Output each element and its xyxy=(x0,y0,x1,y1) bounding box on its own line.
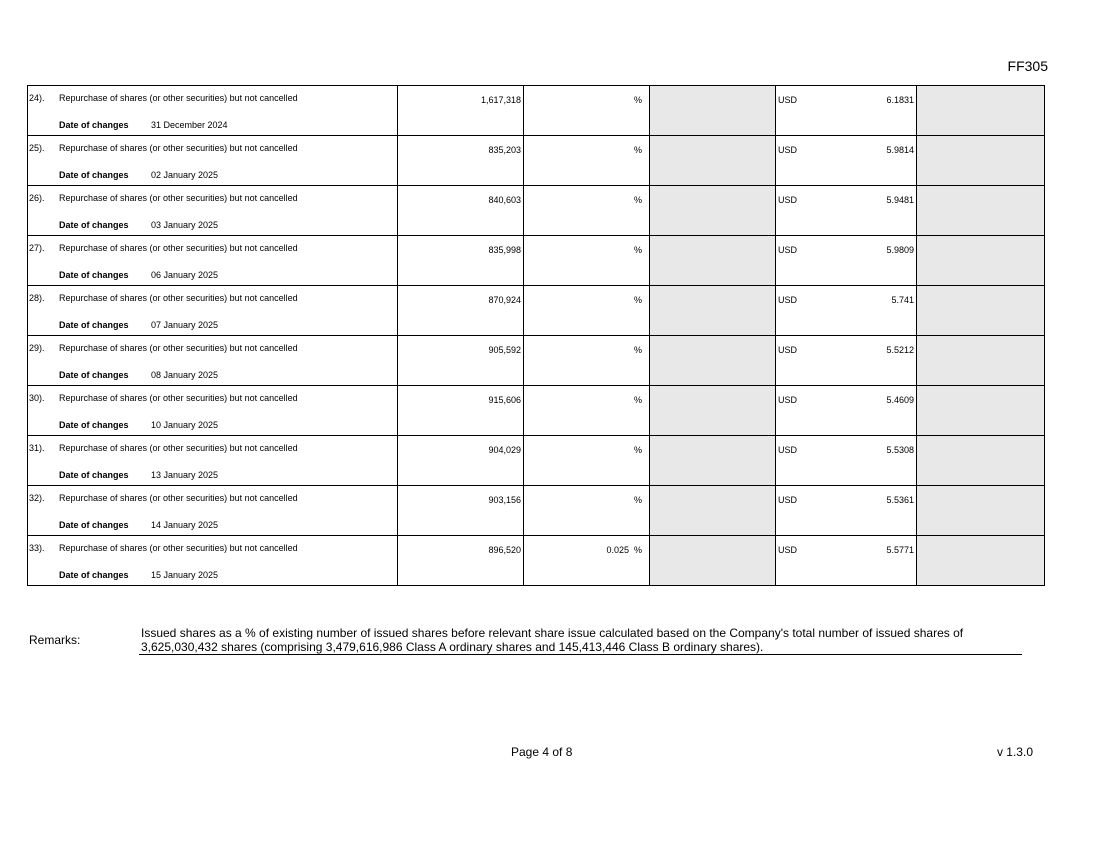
number-of-shares: 1,617,318 xyxy=(480,95,521,105)
share-changes-table xyxy=(27,85,1045,586)
price-cell xyxy=(776,136,917,186)
event-description-cell xyxy=(28,236,398,286)
blank-grey-cell xyxy=(650,486,776,536)
event-description: Repurchase of shares (or other securities) but not cancelled xyxy=(59,293,298,303)
number-of-shares: 905,592 xyxy=(488,345,521,355)
table-row xyxy=(28,336,1045,386)
event-description-cell xyxy=(28,336,398,386)
price-per-share: 5.5308 xyxy=(886,445,914,455)
date-of-changes-value: 08 January 2025 xyxy=(151,370,219,380)
percentage-cell xyxy=(524,486,650,536)
event-description-cell xyxy=(28,536,398,586)
blank-grey-cell xyxy=(917,386,1045,436)
currency: USD xyxy=(778,445,798,455)
number-of-shares: 835,998 xyxy=(488,245,521,255)
form-code: FF305 xyxy=(1007,58,1048,74)
number-of-shares: 915,606 xyxy=(488,395,521,405)
page-number: Page 4 of 8 xyxy=(511,745,573,759)
percentage-value: % xyxy=(633,445,642,455)
shares-cell xyxy=(398,186,524,236)
table-row xyxy=(28,386,1045,436)
percentage-value: % xyxy=(633,495,642,505)
price-cell xyxy=(776,436,917,486)
date-of-changes-value: 07 January 2025 xyxy=(151,320,219,330)
currency: USD xyxy=(778,195,798,205)
event-description: Repurchase of shares (or other securities) but not cancelled xyxy=(59,343,298,353)
blank-grey-cell xyxy=(650,536,776,586)
event-description-cell xyxy=(28,86,398,136)
event-description-cell xyxy=(28,436,398,486)
number-of-shares: 870,924 xyxy=(488,295,521,305)
blank-grey-cell xyxy=(917,236,1045,286)
remarks-text: Issued shares as a % of existing number of issued shares before relevant share issue calculated based on the Company's total number of issued shares of 3,625,030,432 shares (comprising 3,479,616,986 Class A ordinary shares and 145,413,446 Class B ordinary shares). xyxy=(139,626,1022,655)
table-row xyxy=(28,86,1045,136)
percentage-value: % xyxy=(633,195,642,205)
price-per-share: 5.5771 xyxy=(886,545,914,555)
blank-grey-cell xyxy=(917,436,1045,486)
remarks-label: Remarks: xyxy=(29,633,81,647)
event-description: Repurchase of shares (or other securities) but not cancelled xyxy=(59,543,298,553)
event-description-cell xyxy=(28,136,398,186)
blank-grey-cell xyxy=(917,336,1045,386)
event-description-cell xyxy=(28,286,398,336)
date-of-changes-label: Date of changes xyxy=(59,120,129,130)
table-row xyxy=(28,486,1045,536)
blank-grey-cell xyxy=(650,186,776,236)
date-of-changes-value: 03 January 2025 xyxy=(151,220,219,230)
row-number: 24). xyxy=(29,93,45,103)
number-of-shares: 896,520 xyxy=(488,545,521,555)
percentage-value: % xyxy=(633,345,642,355)
blank-grey-cell xyxy=(650,386,776,436)
date-of-changes-label: Date of changes xyxy=(59,520,129,530)
percentage-value: 0.025 % xyxy=(606,545,642,555)
number-of-shares: 904,029 xyxy=(488,445,521,455)
percentage-cell xyxy=(524,236,650,286)
row-number: 30). xyxy=(29,393,45,403)
blank-grey-cell xyxy=(650,286,776,336)
price-cell xyxy=(776,486,917,536)
event-description: Repurchase of shares (or other securities) but not cancelled xyxy=(59,493,298,503)
price-cell xyxy=(776,236,917,286)
blank-grey-cell xyxy=(917,186,1045,236)
percentage-cell xyxy=(524,386,650,436)
table-row xyxy=(28,236,1045,286)
percentage-value: % xyxy=(633,245,642,255)
currency: USD xyxy=(778,245,798,255)
version-label: v 1.3.0 xyxy=(996,745,1033,759)
date-of-changes-label: Date of changes xyxy=(59,370,129,380)
date-of-changes-label: Date of changes xyxy=(59,170,129,180)
price-per-share: 5.4609 xyxy=(886,395,914,405)
row-number: 28). xyxy=(29,293,45,303)
row-number: 33). xyxy=(29,543,45,553)
shares-cell xyxy=(398,486,524,536)
currency: USD xyxy=(778,295,798,305)
shares-cell xyxy=(398,136,524,186)
price-cell xyxy=(776,336,917,386)
shares-cell xyxy=(398,386,524,436)
table-row xyxy=(28,436,1045,486)
date-of-changes-value: 13 January 2025 xyxy=(151,470,219,480)
price-per-share: 5.5212 xyxy=(886,345,914,355)
date-of-changes-value: 15 January 2025 xyxy=(151,570,219,580)
table-row xyxy=(28,286,1045,336)
price-per-share: 5.9809 xyxy=(886,245,914,255)
date-of-changes-label: Date of changes xyxy=(59,220,129,230)
date-of-changes-value: 14 January 2025 xyxy=(151,520,219,530)
price-cell xyxy=(776,286,917,336)
row-number: 31). xyxy=(29,443,45,453)
blank-grey-cell xyxy=(650,436,776,486)
price-per-share: 5.5361 xyxy=(886,495,914,505)
percentage-value: % xyxy=(633,395,642,405)
blank-grey-cell xyxy=(650,336,776,386)
shares-cell xyxy=(398,86,524,136)
event-description: Repurchase of shares (or other securities) but not cancelled xyxy=(59,193,298,203)
row-number: 25). xyxy=(29,143,45,153)
currency: USD xyxy=(778,145,798,155)
date-of-changes-value: 02 January 2025 xyxy=(151,170,219,180)
percentage-value: % xyxy=(633,145,642,155)
currency: USD xyxy=(778,95,798,105)
percentage-cell xyxy=(524,86,650,136)
currency: USD xyxy=(778,545,798,555)
blank-grey-cell xyxy=(917,286,1045,336)
percentage-value: % xyxy=(633,95,642,105)
date-of-changes-label: Date of changes xyxy=(59,270,129,280)
blank-grey-cell xyxy=(650,86,776,136)
date-of-changes-value: 31 December 2024 xyxy=(151,120,228,130)
row-number: 26). xyxy=(29,193,45,203)
date-of-changes-value: 06 January 2025 xyxy=(151,270,219,280)
price-cell xyxy=(776,86,917,136)
blank-grey-cell xyxy=(917,486,1045,536)
blank-grey-cell xyxy=(650,236,776,286)
date-of-changes-label: Date of changes xyxy=(59,570,129,580)
date-of-changes-label: Date of changes xyxy=(59,470,129,480)
shares-cell xyxy=(398,536,524,586)
event-description: Repurchase of shares (or other securities) but not cancelled xyxy=(59,243,298,253)
table-row xyxy=(28,186,1045,236)
blank-grey-cell xyxy=(917,136,1045,186)
shares-cell xyxy=(398,236,524,286)
blank-grey-cell xyxy=(917,536,1045,586)
table-row xyxy=(28,136,1045,186)
price-per-share: 5.9481 xyxy=(886,195,914,205)
percentage-cell xyxy=(524,336,650,386)
percentage-cell xyxy=(524,536,650,586)
row-number: 32). xyxy=(29,493,45,503)
percentage-value: % xyxy=(633,295,642,305)
blank-grey-cell xyxy=(917,86,1045,136)
date-of-changes-label: Date of changes xyxy=(59,320,129,330)
price-cell xyxy=(776,186,917,236)
price-per-share: 5.9814 xyxy=(886,145,914,155)
shares-cell xyxy=(398,436,524,486)
number-of-shares: 903,156 xyxy=(488,495,521,505)
table-row xyxy=(28,536,1045,586)
percentage-cell xyxy=(524,286,650,336)
date-of-changes-value: 10 January 2025 xyxy=(151,420,219,430)
event-description: Repurchase of shares (or other securities) but not cancelled xyxy=(59,143,298,153)
number-of-shares: 840,603 xyxy=(488,195,521,205)
percentage-cell xyxy=(524,186,650,236)
date-of-changes-label: Date of changes xyxy=(59,420,129,430)
price-cell xyxy=(776,536,917,586)
price-per-share: 6.1831 xyxy=(886,95,914,105)
event-description-cell xyxy=(28,386,398,436)
percentage-cell xyxy=(524,136,650,186)
shares-cell xyxy=(398,286,524,336)
event-description-cell xyxy=(28,186,398,236)
number-of-shares: 835,203 xyxy=(488,145,521,155)
event-description: Repurchase of shares (or other securities) but not cancelled xyxy=(59,443,298,453)
percentage-cell xyxy=(524,436,650,486)
price-per-share: 5.741 xyxy=(891,295,914,305)
blank-grey-cell xyxy=(650,136,776,186)
currency: USD xyxy=(778,495,798,505)
currency: USD xyxy=(778,395,798,405)
event-description: Repurchase of shares (or other securities) but not cancelled xyxy=(59,93,298,103)
shares-cell xyxy=(398,336,524,386)
price-cell xyxy=(776,386,917,436)
row-number: 27). xyxy=(29,243,45,253)
row-number: 29). xyxy=(29,343,45,353)
currency: USD xyxy=(778,345,798,355)
event-description-cell xyxy=(28,486,398,536)
event-description: Repurchase of shares (or other securities) but not cancelled xyxy=(59,393,298,403)
